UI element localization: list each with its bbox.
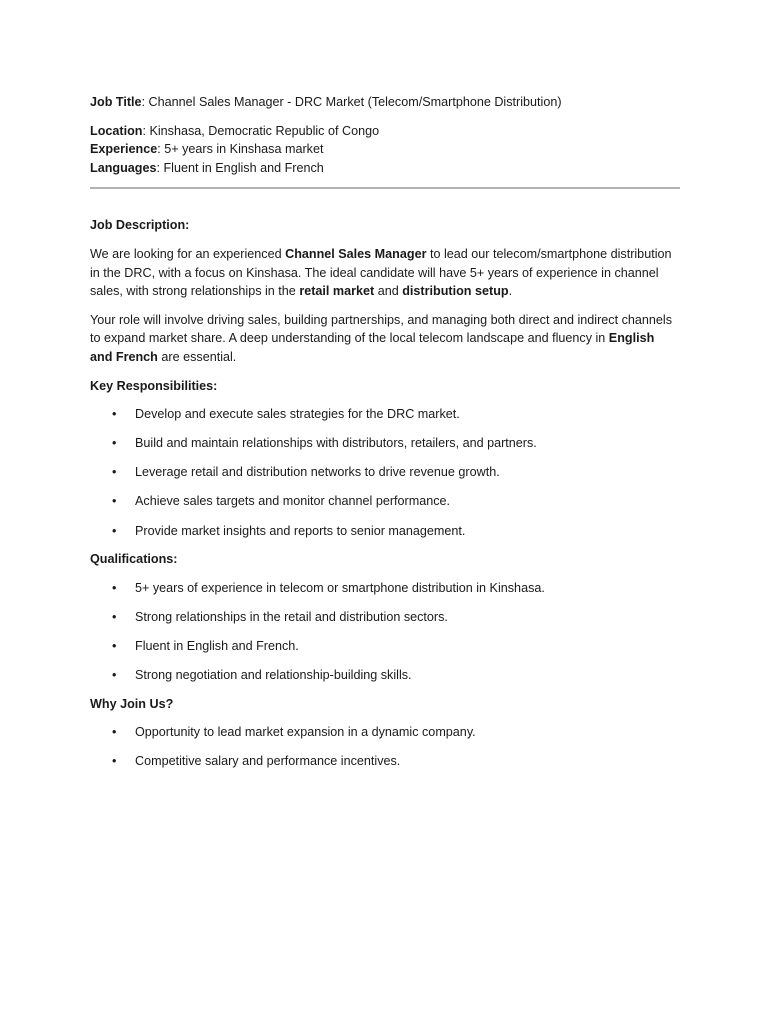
description-p2-bold-languages: English and French: [90, 331, 655, 364]
list-item-text: Competitive salary and performance incentives.: [135, 754, 401, 769]
bullet-icon: •: [112, 580, 117, 595]
description-paragraph-1: [90, 245, 680, 301]
responsibilities-list: [90, 405, 680, 540]
languages-line: [90, 159, 680, 178]
bullet-icon: •: [112, 609, 117, 624]
list-item-text: 5+ years of experience in telecom or smartphone distribution in Kinshasa.: [135, 580, 545, 595]
list-item-text: Build and maintain relationships with distributors, retailers, and partners.: [135, 436, 537, 451]
list-item: [90, 405, 680, 424]
bullet-icon: •: [112, 754, 117, 769]
languages-label: Languages: [90, 160, 157, 175]
list-item: [90, 579, 680, 598]
list-item: [90, 637, 680, 656]
experience-value: : 5+ years in Kinshasa market: [157, 142, 324, 157]
job-title-label: Job Title: [90, 95, 142, 109]
bullet-icon: •: [112, 638, 117, 653]
why-join-heading: Why Join Us?: [90, 696, 174, 711]
list-item-text: Achieve sales targets and monitor channel performance.: [135, 494, 451, 509]
list-item: [90, 492, 680, 511]
location-label: Location: [90, 123, 143, 138]
list-item-text: Leverage retail and distribution networks to drive revenue growth.: [135, 465, 500, 480]
why-join-list: [90, 723, 680, 771]
list-item: [90, 434, 680, 453]
qualifications-list: [90, 579, 680, 685]
list-item-text: Fluent in English and French.: [135, 638, 299, 653]
bullet-icon: •: [112, 494, 117, 509]
description-p1-text-a: We are looking for an experienced: [90, 246, 286, 261]
list-item: [90, 752, 680, 771]
bullet-icon: •: [112, 523, 117, 538]
job-title-value: : Channel Sales Manager - DRC Market (Telecom/Smartphone Distribution): [141, 95, 562, 109]
list-item-text: Provide market insights and reports to senior management.: [135, 523, 466, 538]
horizontal-divider: [90, 187, 680, 189]
description-p1-bold-retail: retail market: [299, 284, 375, 299]
list-item-text: Strong negotiation and relationship-building skills.: [135, 667, 412, 682]
key-responsibilities-heading: Key Responsibilities:: [90, 378, 218, 393]
description-p1-text-g: .: [508, 284, 513, 299]
qualifications-heading: Qualifications:: [90, 552, 178, 567]
bullet-icon: •: [112, 407, 117, 422]
list-item: [90, 666, 680, 685]
location-line: [90, 122, 680, 141]
description-p1-text-e: and: [374, 284, 403, 299]
languages-value: : Fluent in English and French: [156, 160, 324, 175]
description-p2-text-c: are essential.: [157, 349, 237, 364]
experience-label: Experience: [90, 142, 158, 157]
list-item-text: Opportunity to lead market expansion in a dynamic company.: [135, 725, 476, 740]
description-p1-text-c: to lead our telecom/smartphone distribution in the DRC, with a focus on Kinshasa. The ideal candidate will have 5+ years of experience in channel sales, with strong relationships in the: [90, 246, 672, 299]
description-p1-bold-role: Channel Sales Manager: [285, 246, 427, 261]
list-item: [90, 723, 680, 742]
description-p1-bold-distribution: distribution setup: [402, 284, 509, 299]
list-item: [90, 608, 680, 627]
job-posting-document: [90, 93, 680, 781]
job-title-line: [90, 93, 680, 112]
job-description-heading: Job Description:: [90, 218, 190, 233]
bullet-icon: •: [112, 667, 117, 682]
list-item-text: Strong relationships in the retail and distribution sectors.: [135, 609, 448, 624]
bullet-icon: •: [112, 436, 117, 451]
list-item: [90, 463, 680, 482]
list-item-text: Develop and execute sales strategies for the DRC market.: [135, 407, 460, 422]
experience-line: [90, 140, 680, 159]
bullet-icon: •: [112, 725, 117, 740]
bullet-icon: •: [112, 465, 117, 480]
description-paragraph-2: [90, 311, 680, 367]
description-p2-text-a: Your role will involve driving sales, building partnerships, and managing both direct and indirect channels to expand market share. A deep understanding of the local telecom landscape and fluency in: [90, 312, 672, 346]
list-item: [90, 522, 680, 541]
location-value: : Kinshasa, Democratic Republic of Congo: [142, 123, 380, 138]
